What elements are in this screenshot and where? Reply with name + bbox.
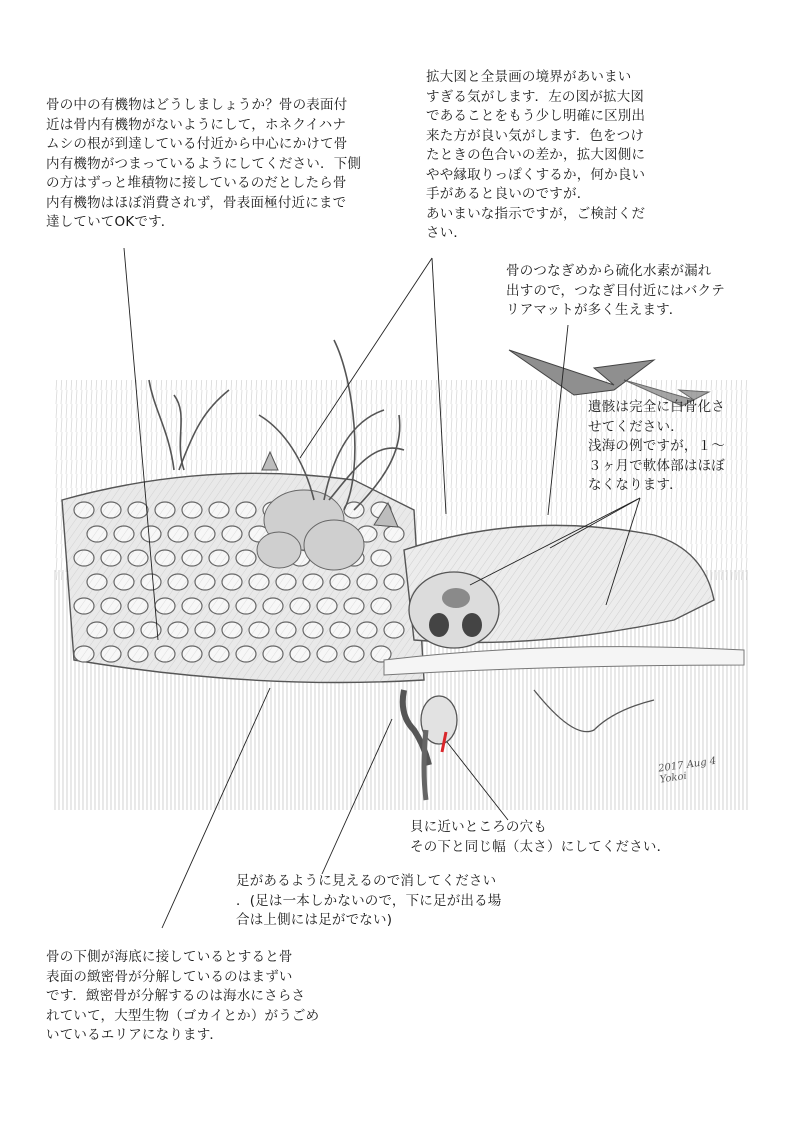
note-foot: 足があるように見えるので消してください ．(足は一本しかないので，下に足が出る場 合は上側には足がでない)	[236, 873, 502, 928]
note-bacterial-mat: 骨のつなぎめから硫化水素が漏れ 出すので，つなぎ目付近にはバクテ リアマットが多く生えます．	[506, 263, 725, 318]
date-text: 2017 Aug 4	[657, 755, 717, 775]
note-organic-matter: 骨の中の有機物はどうしましょうか？骨の表面付 近は骨内有機物がないようにして，ホネクイハナ ムシの根が到達している付近から中心にかけて骨 内有機物がつまっているようにしてください．下側 の方はずっと堆積物に接しているのだとしたら骨 内有機物はほぼ消費されず，骨表面極付近にまで 達していてOKです．	[46, 97, 362, 230]
bone-cross-section	[62, 473, 424, 682]
note-compact-bone: 骨の下側が海底に接しているとすると骨 表面の緻密骨が分解しているのはまずい です．緻密骨が分解するのは海水にさらさ れていて，大型生物（ゴカイとか）がうごめ いているエリアになります．	[46, 949, 320, 1043]
note-zoom-boundary: 拡大図と全景画の境界があいまい すぎる気がします．左の図が拡大図 であることをもう少し明確に区別出 来た方が良い気がします．色をつけ たときの色合いの差か，拡大図側に やや縁取りっぽくするか，何か良い 手があると良いのですが． あいまいな指示ですが，ご検討くだ さい．	[426, 69, 646, 241]
note-skeleton: 遺骸は完全に白骨化さ せてください． 浅海の例ですが，１～ ３ヶ月で軟体部はほぼ なくなります．	[588, 399, 725, 493]
eye-socket	[462, 613, 482, 637]
signature-text: Yokoi	[659, 770, 688, 786]
eye-socket	[429, 613, 449, 637]
bone-illustration	[54, 320, 750, 810]
note-shell-hole: 貝に近いところの穴も その下と同じ幅（太さ）にしてください．	[410, 819, 671, 855]
skull	[409, 572, 499, 648]
